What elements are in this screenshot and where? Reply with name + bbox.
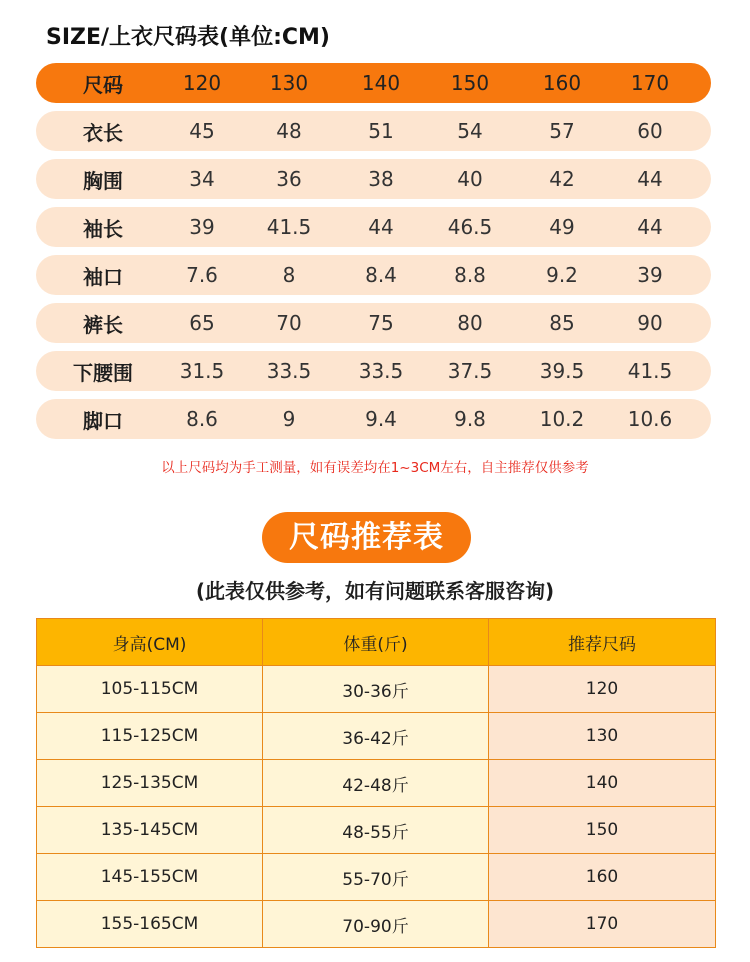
table-row: [37, 901, 716, 948]
table-row: [36, 159, 711, 199]
table-row: [36, 399, 711, 439]
table-row: [36, 111, 711, 151]
row-label: 衣长: [83, 120, 123, 145]
table-cell: 60: [637, 119, 663, 143]
header-cell: 160: [542, 71, 582, 95]
height-cell: 105-115CM: [37, 666, 263, 713]
table-row: [36, 351, 711, 391]
table-cell: 42: [549, 167, 575, 191]
header-cell: 170: [630, 71, 670, 95]
recommendation-title-badge: 尺码推荐表: [262, 512, 471, 563]
row-label: 袖长: [83, 216, 123, 241]
table-cell: 70: [276, 311, 302, 335]
table-cell: 9: [282, 407, 296, 431]
table-cell: 44: [637, 215, 663, 239]
table-cell: 75: [368, 311, 394, 335]
table-cell: 38: [368, 167, 394, 191]
weight-cell: 55-70斤: [263, 854, 489, 901]
recommendation-table: [36, 618, 716, 948]
table-cell: 80: [457, 311, 483, 335]
table-cell: 65: [189, 311, 215, 335]
column-header: 推荐尺码: [489, 619, 716, 666]
table-row: [37, 713, 716, 760]
weight-cell: 30-36斤: [263, 666, 489, 713]
table-cell: 44: [637, 167, 663, 191]
size-chart-table: [36, 63, 711, 447]
row-label: 下腰围: [73, 360, 133, 385]
table-cell: 33.5: [266, 359, 312, 383]
size-cell: 130: [489, 713, 716, 760]
table-row: [37, 666, 716, 713]
table-cell: 41.5: [627, 359, 673, 383]
table-cell: 34: [189, 167, 215, 191]
height-cell: 135-145CM: [37, 807, 263, 854]
header-cell: 140: [361, 71, 401, 95]
table-cell: 57: [549, 119, 575, 143]
table-cell: 8.6: [186, 407, 218, 431]
table-cell: 49: [549, 215, 575, 239]
table-cell: 44: [368, 215, 394, 239]
table-cell: 48: [276, 119, 302, 143]
size-cell: 160: [489, 854, 716, 901]
table-cell: 8.8: [454, 263, 486, 287]
table-cell: 7.6: [186, 263, 218, 287]
table-cell: 40: [457, 167, 483, 191]
row-label: 裤长: [83, 312, 123, 337]
row-label: 胸围: [83, 168, 123, 193]
table-cell: 33.5: [358, 359, 404, 383]
row-label: 尺码: [83, 72, 123, 97]
table-row: [36, 303, 711, 343]
height-cell: 125-135CM: [37, 760, 263, 807]
height-cell: 115-125CM: [37, 713, 263, 760]
size-chart-title: SIZE/上衣尺码表(单位:CM): [46, 25, 330, 50]
table-cell: 9.2: [546, 263, 578, 287]
table-cell: 39.5: [539, 359, 585, 383]
table-cell: 9.8: [454, 407, 486, 431]
table-header-row: [37, 619, 716, 666]
row-label: 袖口: [83, 264, 123, 289]
size-cell: 170: [489, 901, 716, 948]
table-cell: 45: [189, 119, 215, 143]
table-row: [37, 760, 716, 807]
table-cell: 85: [549, 311, 575, 335]
table-row: [36, 207, 711, 247]
table-row: [37, 807, 716, 854]
size-cell: 120: [489, 666, 716, 713]
table-cell: 46.5: [447, 215, 493, 239]
table-row: [36, 255, 711, 295]
table-cell: 41.5: [266, 215, 312, 239]
table-cell: 39: [637, 263, 663, 287]
header-cell: 150: [450, 71, 490, 95]
table-cell: 9.4: [365, 407, 397, 431]
table-cell: 10.2: [539, 407, 585, 431]
table-cell: 8.4: [365, 263, 397, 287]
size-chart-header-row: [36, 63, 711, 103]
table-cell: 31.5: [179, 359, 225, 383]
table-cell: 90: [637, 311, 663, 335]
table-cell: 10.6: [627, 407, 673, 431]
weight-cell: 42-48斤: [263, 760, 489, 807]
size-cell: 150: [489, 807, 716, 854]
height-cell: 145-155CM: [37, 854, 263, 901]
weight-cell: 70-90斤: [263, 901, 489, 948]
table-cell: 54: [457, 119, 483, 143]
weight-cell: 36-42斤: [263, 713, 489, 760]
height-cell: 155-165CM: [37, 901, 263, 948]
table-cell: 37.5: [447, 359, 493, 383]
table-cell: 51: [368, 119, 394, 143]
column-header: 身高(CM): [37, 619, 263, 666]
table-cell: 8: [282, 263, 296, 287]
column-header: 体重(斤): [263, 619, 489, 666]
table-cell: 36: [276, 167, 302, 191]
weight-cell: 48-55斤: [263, 807, 489, 854]
header-cell: 130: [269, 71, 309, 95]
table-cell: 39: [189, 215, 215, 239]
row-label: 脚口: [83, 408, 123, 433]
table-row: [37, 854, 716, 901]
measurement-note: 以上尺码均为手工测量，如有误差均在1~3CM左右，自主推荐仅供参考: [161, 460, 589, 476]
size-cell: 140: [489, 760, 716, 807]
header-cell: 120: [182, 71, 222, 95]
recommendation-subtitle: (此表仅供参考，如有问题联系客服咨询): [195, 579, 555, 603]
